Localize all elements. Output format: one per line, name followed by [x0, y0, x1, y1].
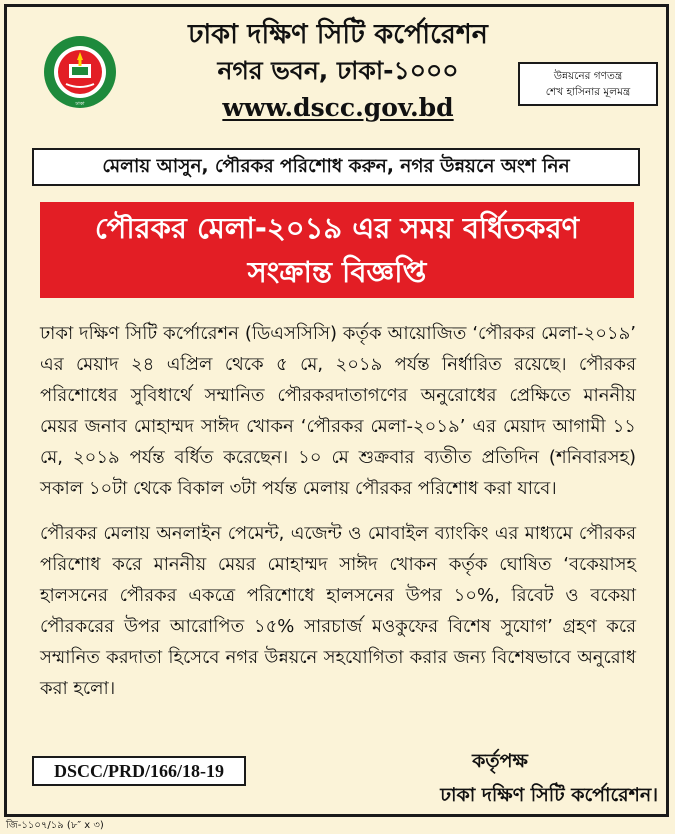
tagline: মেলায় আসুন, পৌরকর পরিশোধ করুন, নগর উন্নয়নে অংশ নিন: [32, 148, 640, 186]
signatory-name: ঢাকা দক্ষিণ সিটি কর্পোরেশন।: [440, 784, 658, 806]
slogan-line-2: শেখ হাসিনার মূলমন্ত্র: [545, 86, 631, 98]
notice-body: [40, 318, 636, 718]
banner-line-2: সংক্রান্ত বিজ্ঞপ্তি: [247, 255, 427, 289]
dscc-logo-icon: [42, 34, 118, 110]
body-paragraph-2: পৌরকর মেলায় অনলাইন পেমেন্ট, এজেন্ট ও মোবাইল ব্যাংকিং এর মাধ্যমে পৌরকর পরিশোধ করে মাননীয় মেয়র মোহাম্মদ সাঈদ খোকন কর্তৃক ঘোষিত ‘বকেয়াসহ হালসনের পৌরকর একত্রে পরিশোধে হালসনের উপর ১০%, রিবেট ও বকেয়া পৌরকরের উপর আরোপিত ১৫% সারচার্জ মওকুফের বিশেষ সুযোগ’ গ্রহণ করে সম্মানিত করদাতা হিসেবে নগর উন্নয়নে সহযোগিতা করার জন্য বিশেষভাবে অনুরোধ করা হলো।: [40, 523, 636, 699]
authority-label: কর্তৃপক্ষ: [472, 750, 528, 772]
org-website-link[interactable]: www.dscc.gov.bd: [222, 93, 454, 122]
org-name: ঢাকা দক্ষিণ সিটি কর্পোরেশন: [188, 19, 488, 50]
logo-sub-text: ঢাকা: [75, 101, 85, 107]
ad-code: জি-১১০৭/১৯ (৮″ x ৩): [6, 820, 104, 831]
header: [8, 8, 665, 141]
banner-line-1: পৌরকর মেলা-২০১৯ এর সময় বর্ধিতকরণ: [94, 211, 580, 245]
reference-number: DSCC/PRD/166/18-19: [32, 756, 246, 786]
notice-title-banner: [40, 202, 634, 298]
slogan-box: [518, 62, 658, 106]
slogan-line-1: উন্নয়নের গণতন্ত্র: [553, 70, 623, 82]
body-paragraph-1: ঢাকা দক্ষিণ সিটি কর্পোরেশন (ডিএসসিসি) কর্তৃক আয়োজিত ‘পৌরকর মেলা-২০১৯’ এর মেয়াদ ২৪ এপ্রিল থেকে ৫ মে, ২০১৯ পর্যন্ত নির্ধারিত রয়েছে। পৌরকর পরিশোধের সুবিধার্থে সম্মানিত পৌরকরদাতাগণের অনুরোধের প্রেক্ষিতে মাননীয় মেয়র জনাব মোহাম্মদ সাঈদ খোকন ‘পৌরকর মেলা-২০১৯’ এর মেয়াদ আগামী ১১ মে, ২০১৯ পর্যন্ত বর্ধিত করেছেন। ১০ মে শুক্রবার ব্যতীত প্রতিদিন (শনিবারসহ) সকাল ১০টা থেকে বিকাল ৩টা পর্যন্ত মেলায় পৌরকর পরিশোধ করা যাবে।: [40, 323, 636, 499]
org-address: নগর ভবন, ঢাকা-১০০০: [217, 56, 459, 85]
